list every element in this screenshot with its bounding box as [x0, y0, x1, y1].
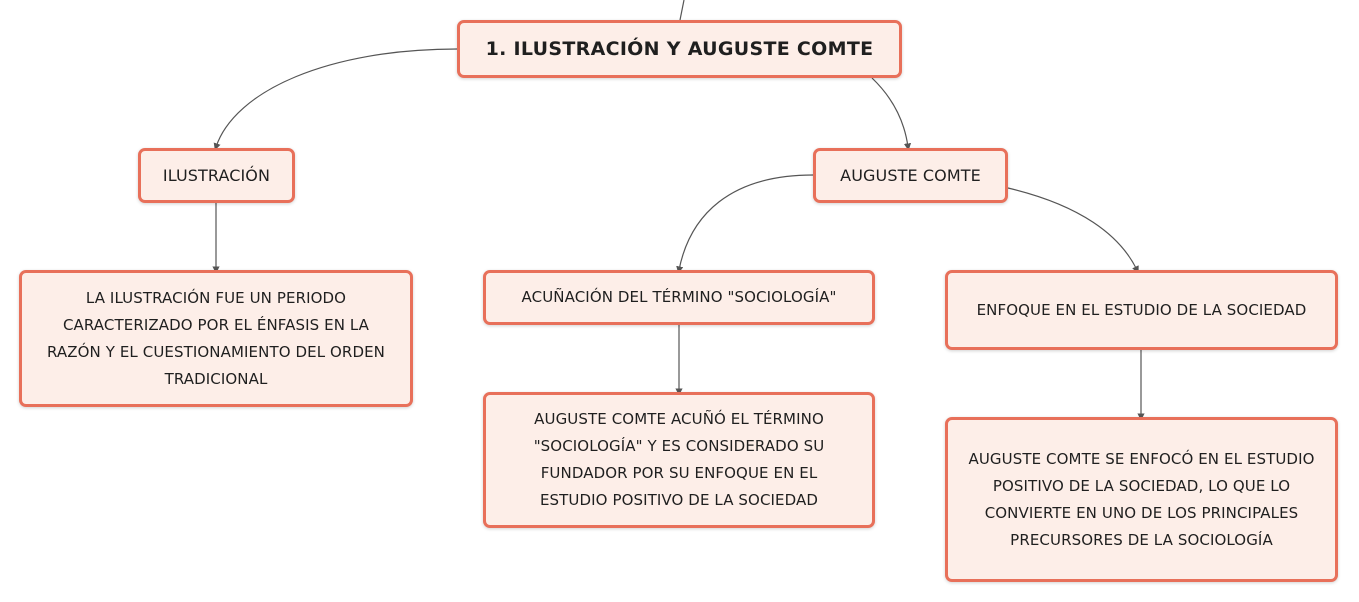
- topic-auguste-comte-text: AUGUSTE COMTE: [840, 166, 981, 185]
- topic-acunacion-termino[interactable]: [483, 270, 875, 325]
- topic-auguste-comte[interactable]: [813, 148, 1008, 203]
- edge-root-comte: [872, 78, 908, 147]
- detail-ilustracion-text: LA ILUSTRACIÓN FUE UN PERIODO CARACTERIZADO POR EL ÉNFASIS EN LA RAZÓN Y EL CUESTIONAMIENTO DEL ORDEN TRADICIONAL: [46, 288, 386, 388]
- topic-acunacion-termino-text: ACUÑACIÓN DEL TÉRMINO "SOCIOLOGÍA": [521, 288, 837, 306]
- edge-root-ilustracion: [216, 49, 457, 147]
- detail-acunacion-text: AUGUSTE COMTE ACUÑÓ EL TÉRMINO "SOCIOLOGÍA" Y ES CONSIDERADO SU FUNDADOR POR SU ENFOQUE EN EL ESTUDIO POSITIVO DE LA SOCIEDAD: [533, 410, 825, 509]
- detail-enfoque[interactable]: [945, 417, 1338, 582]
- topic-enfoque-estudio-text: ENFOQUE EN EL ESTUDIO DE LA SOCIEDAD: [976, 300, 1307, 319]
- topic-enfoque-estudio[interactable]: [945, 270, 1338, 350]
- edge-parent-root: [680, 0, 684, 20]
- edge-comte-acunacion: [679, 175, 813, 270]
- detail-ilustracion[interactable]: [19, 270, 413, 407]
- detail-enfoque-text: AUGUSTE COMTE SE ENFOCÓ EN EL ESTUDIO POSITIVO DE LA SOCIEDAD, LO QUE LO CONVIERTE EN UNO DE LOS PRINCIPALES PRECURSORES DE LA SOCIOLOGÍA: [968, 449, 1315, 549]
- detail-acunacion[interactable]: [483, 392, 875, 528]
- root-topic-text: 1. ILUSTRACIÓN Y AUGUSTE COMTE: [485, 37, 874, 60]
- edge-comte-enfoque: [1008, 188, 1137, 270]
- topic-ilustracion-text: ILUSTRACIÓN: [162, 166, 271, 185]
- topic-ilustracion[interactable]: [138, 148, 295, 203]
- root-topic[interactable]: [457, 20, 902, 78]
